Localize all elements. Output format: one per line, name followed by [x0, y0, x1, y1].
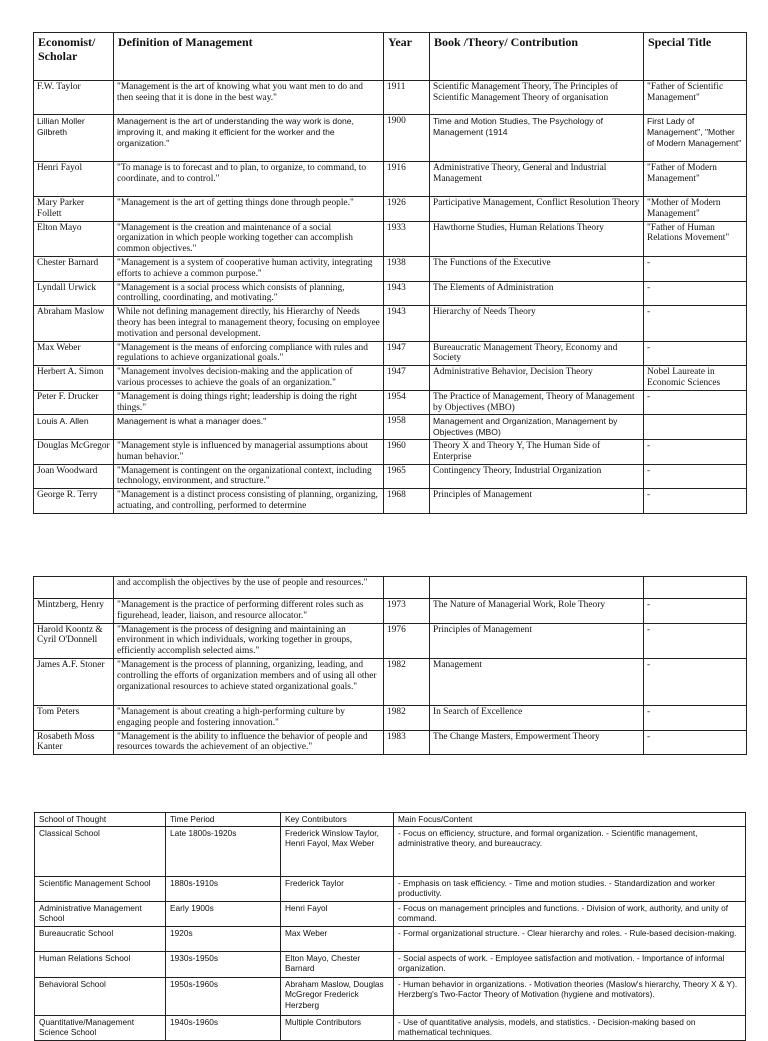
definition-cell: "Management is contingent on the organizational context, including technology, environment, and structure.": [114, 464, 384, 489]
table-row: [34, 439, 747, 464]
table-row: [34, 390, 747, 415]
year-cell: 1916: [384, 162, 430, 197]
table-row: [34, 281, 747, 306]
table-row: [34, 197, 747, 222]
header-year: Year: [384, 33, 430, 81]
book-cell: The Change Masters, Empowerment Theory: [430, 730, 644, 755]
period-cell: 1940s-1960s: [166, 1015, 281, 1040]
year-cell: 1947: [384, 366, 430, 391]
header-period: Time Period: [166, 813, 281, 827]
title-cell: -: [644, 623, 747, 658]
table-row: [35, 876, 746, 901]
title-cell: Nobel Laureate in Economic Sciences: [644, 366, 747, 391]
table-row: [34, 705, 747, 730]
period-cell: 1920s: [166, 926, 281, 951]
year-cell: 1976: [384, 623, 430, 658]
year-cell: 1938: [384, 256, 430, 281]
focus-cell: - Social aspects of work. - Employee satisfaction and motivation. - Importance of informal organization.: [394, 951, 746, 977]
definition-cell: "Management is a system of cooperative human activity, integrating efforts to achieve a common purpose.": [114, 256, 384, 281]
year-cell: 1943: [384, 281, 430, 306]
scholar-cell: Rosabeth Moss Kanter: [34, 730, 114, 755]
year-cell: 1926: [384, 197, 430, 222]
schools-of-thought-table: [34, 812, 746, 1041]
header-scholar: Economist/ Scholar: [34, 33, 114, 81]
school-cell: Behavioral School: [35, 977, 166, 1015]
scholar-cell: Lyndall Urwick: [34, 281, 114, 306]
scholar-cell: F.W. Taylor: [34, 81, 114, 115]
school-cell: Bureaucratic School: [35, 926, 166, 951]
table-row: [35, 1015, 746, 1040]
year-cell: 1982: [384, 658, 430, 705]
table-row: [34, 221, 747, 256]
contributors-cell: Elton Mayo, Chester Barnard: [281, 951, 394, 977]
book-cell: Scientific Management Theory, The Principles of Scientific Management Theory of organisation: [430, 81, 644, 115]
title-cell: -: [644, 658, 747, 705]
table-row: [34, 256, 747, 281]
year-cell: 1973: [384, 599, 430, 624]
scholar-cell: James A.F. Stoner: [34, 658, 114, 705]
scholar-cell: Douglas McGregor: [34, 439, 114, 464]
book-cell: Management: [430, 658, 644, 705]
scholar-cell: Herbert A. Simon: [34, 366, 114, 391]
year-cell: 1954: [384, 390, 430, 415]
definition-cell: "Management is the process of designing and maintaining an environment in which individuals, working together in groups, efficiently accomplish selected aims.": [114, 623, 384, 658]
book-cell: Participative Management, Conflict Resolution Theory: [430, 197, 644, 222]
definition-cell: and accomplish the objectives by the use of people and resources.": [114, 577, 384, 599]
book-cell: [430, 577, 644, 599]
title-cell: -: [644, 489, 747, 514]
definition-cell: Management is what a manager does.": [114, 415, 384, 440]
header-title: Special Title: [644, 33, 747, 81]
scholar-cell: Max Weber: [34, 341, 114, 366]
year-cell: 1982: [384, 705, 430, 730]
definition-cell: "Management is doing things right; leadership is doing the right things.": [114, 390, 384, 415]
header-focus: Main Focus/Content: [394, 813, 746, 827]
title-cell: First Lady of Management", "Mother of Modern Management": [644, 115, 747, 162]
contributors-cell: Henri Fayol: [281, 901, 394, 926]
book-cell: The Nature of Managerial Work, Role Theory: [430, 599, 644, 624]
year-cell: 1947: [384, 341, 430, 366]
scholar-cell: Abraham Maslow: [34, 306, 114, 341]
period-cell: Early 1900s: [166, 901, 281, 926]
title-cell: -: [644, 341, 747, 366]
year-cell: [384, 577, 430, 599]
year-cell: 1911: [384, 81, 430, 115]
book-cell: Bureaucratic Management Theory, Economy and Society: [430, 341, 644, 366]
definition-cell: While not defining management directly, his Hierarchy of Needs theory has been integral to management theory, focusing on employee motivation and personal development.: [114, 306, 384, 341]
table-row: [34, 81, 747, 115]
header-school: School of Thought: [35, 813, 166, 827]
scholar-cell: Harold Koontz & Cyril O'Donnell: [34, 623, 114, 658]
year-cell: 1933: [384, 221, 430, 256]
table-row: [34, 415, 747, 440]
table-row: [34, 464, 747, 489]
management-definitions-table: [33, 32, 747, 514]
contributors-cell: Frederick Winslow Taylor, Henri Fayol, Max Weber: [281, 826, 394, 876]
scholar-cell: Chester Barnard: [34, 256, 114, 281]
definition-cell: "Management is the means of enforcing compliance with rules and regulations to achieve organizational goals.": [114, 341, 384, 366]
table-row: [34, 341, 747, 366]
definition-cell: "Management involves decision-making and the application of various processes to achieve the goals of an organization.": [114, 366, 384, 391]
book-cell: The Practice of Management, Theory of Management by Objectives (MBO): [430, 390, 644, 415]
title-cell: -: [644, 439, 747, 464]
book-cell: Hawthorne Studies, Human Relations Theory: [430, 221, 644, 256]
focus-cell: - Formal organizational structure. - Clear hierarchy and roles. - Rule-based decision-making.: [394, 926, 746, 951]
scholar-cell: George R. Terry: [34, 489, 114, 514]
year-cell: 1965: [384, 464, 430, 489]
definition-cell: "Management is the creation and maintenance of a social organization in which people working together can accomplish common objectives.": [114, 221, 384, 256]
focus-cell: - Human behavior in organizations. - Motivation theories (Maslow's hierarchy, Theory X & Y). Herzberg's Two-Factor Theory of Motivation (hygiene and motivators).: [394, 977, 746, 1015]
book-cell: Theory X and Theory Y, The Human Side of Enterprise: [430, 439, 644, 464]
table-row: [34, 730, 747, 755]
scholar-cell: [34, 577, 114, 599]
scholar-cell: Henri Fayol: [34, 162, 114, 197]
definition-cell: "Management is the practice of performing different roles such as figurehead, leader, liaison, and resource allocator.": [114, 599, 384, 624]
school-cell: Quantitative/Management Science School: [35, 1015, 166, 1040]
table-row: [34, 366, 747, 391]
school-cell: Human Relations School: [35, 951, 166, 977]
definition-cell: "Management is a distinct process consisting of planning, organizing, actuating, and controlling, performed to determine: [114, 489, 384, 514]
table-row: [34, 623, 747, 658]
school-cell: Classical School: [35, 826, 166, 876]
book-cell: The Functions of the Executive: [430, 256, 644, 281]
focus-cell: - Use of quantitative analysis, models, and statistics. - Decision-making based on mathematical techniques.: [394, 1015, 746, 1040]
book-cell: Time and Motion Studies, The Psychology of Management (1914: [430, 115, 644, 162]
book-cell: Principles of Management: [430, 489, 644, 514]
title-cell: -: [644, 464, 747, 489]
definition-cell: "Management is the ability to influence the behavior of people and resources towards the achievement of an objective.": [114, 730, 384, 755]
book-cell: The Elements of Administration: [430, 281, 644, 306]
title-cell: "Father of Modern Management": [644, 162, 747, 197]
contributors-cell: Frederick Taylor: [281, 876, 394, 901]
book-cell: Hierarchy of Needs Theory: [430, 306, 644, 341]
table-header-row: [34, 33, 747, 81]
table-header-row: [35, 813, 746, 827]
year-cell: 1900: [384, 115, 430, 162]
table-row: [34, 162, 747, 197]
title-cell: -: [644, 306, 747, 341]
school-cell: Administrative Management School: [35, 901, 166, 926]
year-cell: 1943: [384, 306, 430, 341]
scholar-cell: Louis A. Allen: [34, 415, 114, 440]
book-cell: Principles of Management: [430, 623, 644, 658]
period-cell: Late 1800s-1920s: [166, 826, 281, 876]
scholar-cell: Mary Parker Follett: [34, 197, 114, 222]
header-contributors: Key Contributors: [281, 813, 394, 827]
year-cell: 1983: [384, 730, 430, 755]
title-cell: -: [644, 281, 747, 306]
contributors-cell: Multiple Contributors: [281, 1015, 394, 1040]
table-row: [35, 977, 746, 1015]
scholar-cell: Elton Mayo: [34, 221, 114, 256]
title-cell: "Father of Scientific Management": [644, 81, 747, 115]
book-cell: Administrative Behavior, Decision Theory: [430, 366, 644, 391]
school-cell: Scientific Management School: [35, 876, 166, 901]
contributors-cell: Max Weber: [281, 926, 394, 951]
book-cell: Contingency Theory, Industrial Organization: [430, 464, 644, 489]
focus-cell: - Focus on efficiency, structure, and formal organization. - Scientific management, administrative theory, and bureaucracy.: [394, 826, 746, 876]
period-cell: 1930s-1950s: [166, 951, 281, 977]
book-cell: In Search of Excellence: [430, 705, 644, 730]
title-cell: -: [644, 705, 747, 730]
book-cell: Management and Organization, Management by Objectives (MBO): [430, 415, 644, 440]
scholar-cell: Peter F. Drucker: [34, 390, 114, 415]
period-cell: 1880s-1910s: [166, 876, 281, 901]
year-cell: 1958: [384, 415, 430, 440]
definition-cell: "Management is the process of planning, organizing, leading, and controlling the efforts of organization members and of using all other organizational resources to achieve stated organizational goals.": [114, 658, 384, 705]
focus-cell: - Emphasis on task efficiency. - Time and motion studies. - Standardization and worker productivity.: [394, 876, 746, 901]
table-row: [34, 577, 747, 599]
table-row: [35, 826, 746, 876]
table-row: [34, 658, 747, 705]
title-cell: [644, 577, 747, 599]
definition-cell: Management is the art of understanding the way work is done, improving it, and making it efficient for the worker and the organization.": [114, 115, 384, 162]
definition-cell: "Management is a social process which consists of planning, controlling, coordinating, and motivating.": [114, 281, 384, 306]
definition-cell: "Management is the art of knowing what you want men to do and then seeing that it is done in the best way.": [114, 81, 384, 115]
year-cell: 1960: [384, 439, 430, 464]
header-definition: Definition of Management: [114, 33, 384, 81]
table-row: [34, 599, 747, 624]
title-cell: [644, 415, 747, 440]
table-row: [35, 951, 746, 977]
contributors-cell: Abraham Maslow, Douglas McGregor Frederick Herzberg: [281, 977, 394, 1015]
title-cell: "Father of Human Relations Movement": [644, 221, 747, 256]
table-row: [34, 115, 747, 162]
scholar-cell: Tom Peters: [34, 705, 114, 730]
definition-cell: "Management is about creating a high-performing culture by engaging people and fostering innovation.": [114, 705, 384, 730]
scholar-cell: Joan Woodward: [34, 464, 114, 489]
table-row: [34, 489, 747, 514]
definition-cell: "Management style is influenced by managerial assumptions about human behavior.": [114, 439, 384, 464]
title-cell: -: [644, 256, 747, 281]
scholar-cell: Mintzberg, Henry: [34, 599, 114, 624]
scholar-cell: Lillian Moller Gilbreth: [34, 115, 114, 162]
period-cell: 1950s-1960s: [166, 977, 281, 1015]
focus-cell: - Focus on management principles and functions. - Division of work, authority, and unity of command.: [394, 901, 746, 926]
table-row: [35, 926, 746, 951]
title-cell: "Mother of Modern Management": [644, 197, 747, 222]
definition-cell: "To manage is to forecast and to plan, to organize, to command, to coordinate, and to control.": [114, 162, 384, 197]
year-cell: 1968: [384, 489, 430, 514]
book-cell: Administrative Theory, General and Industrial Management: [430, 162, 644, 197]
table-row: [34, 306, 747, 341]
title-cell: -: [644, 390, 747, 415]
header-book: Book /Theory/ Contribution: [430, 33, 644, 81]
definition-cell: "Management is the art of getting things done through people.": [114, 197, 384, 222]
title-cell: -: [644, 599, 747, 624]
title-cell: -: [644, 730, 747, 755]
management-definitions-continued-table: [33, 576, 747, 755]
table-row: [35, 901, 746, 926]
